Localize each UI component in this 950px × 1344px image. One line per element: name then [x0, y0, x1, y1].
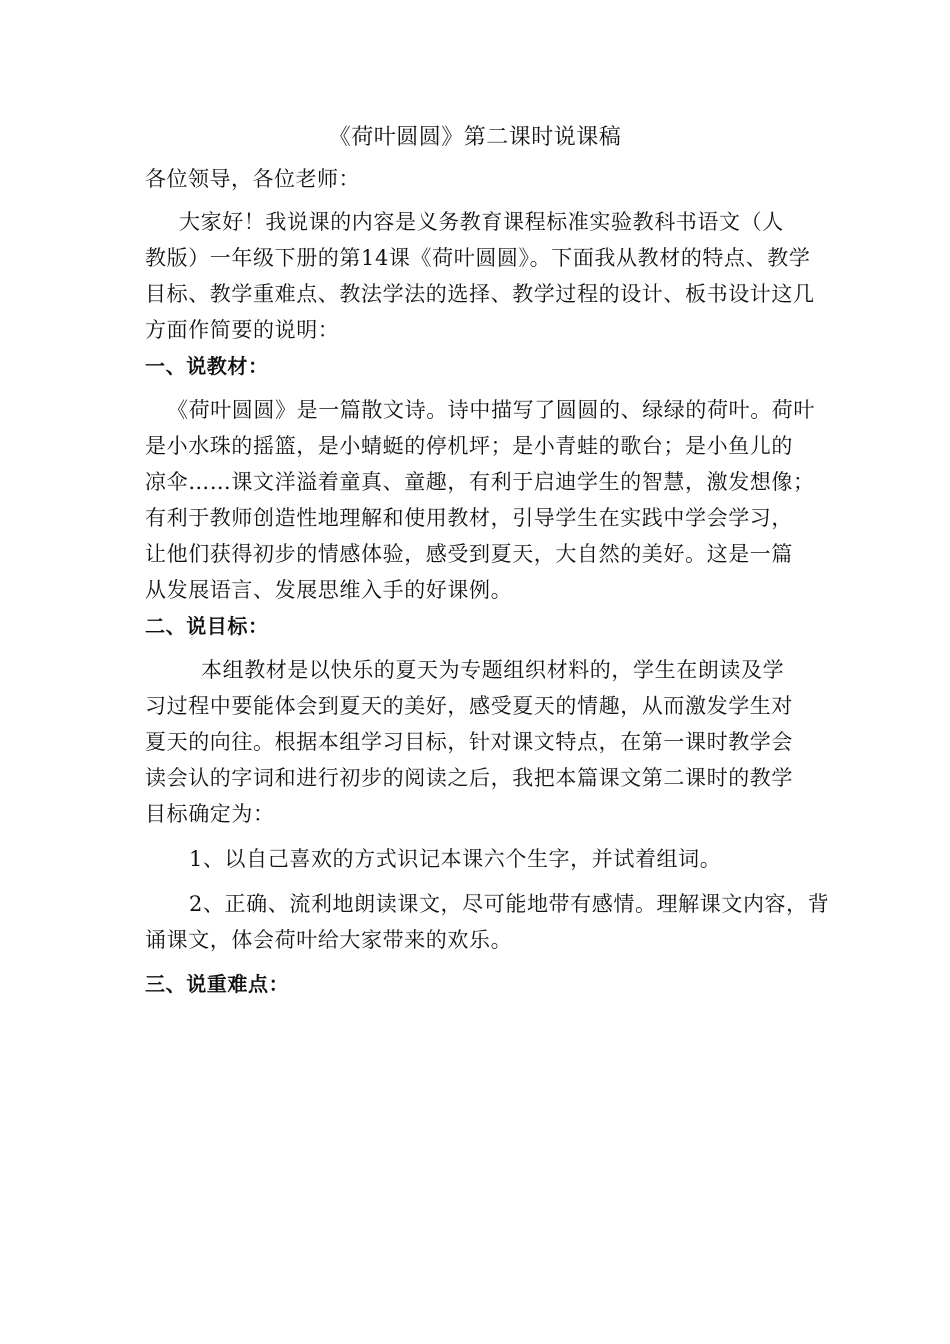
paragraph-line: 习过程中要能体会到夏天的美好，感受夏天的情趣，从而激发学生对: [145, 694, 793, 718]
paragraph-line: 大家好！我说课的内容是义务教育课程标准实验教科书语文（人: [179, 210, 784, 234]
paragraph-line: 目标确定为：: [145, 802, 275, 826]
paragraph-line: 读会认的字词和进行初步的阅读之后，我把本篇课文第二课时的教学: [145, 766, 793, 790]
section-heading-key-points: 三、说重难点：: [145, 972, 290, 996]
paragraph-line: 目标、教学重难点、教法学法的选择、教学过程的设计、板书设计这几: [145, 282, 815, 306]
intro-paragraph: [145, 204, 815, 348]
paragraph-line: 是小水珠的摇篮，是小蜻蜓的停机坪；是小青蛙的歌台；是小鱼儿的: [145, 434, 793, 458]
paragraph-line: 《荷叶圆圆》是一篇散文诗。诗中描写了圆圆的、绿绿的荷叶。荷叶: [167, 398, 815, 422]
paragraph-line: 从发展语言、发展思维入手的好课例。: [145, 578, 513, 602]
goals-paragraph: [145, 652, 815, 832]
textbook-paragraph: [145, 392, 815, 608]
goal-item-2: [145, 886, 830, 958]
paragraph-line: 2、正确、流利地朗读课文，尽可能地带有感情。理解课文内容，背: [189, 892, 830, 916]
paragraph-line: 有利于教师创造性地理解和使用教材，引导学生在实践中学会学习，: [145, 506, 793, 530]
section-heading-textbook: 一、说教材：: [145, 354, 269, 378]
paragraph-line: 让他们获得初步的情感体验，感受到夏天，大自然的美好。这是一篇: [145, 542, 793, 566]
paragraph-line: 方面作简要的说明：: [145, 318, 340, 342]
paragraph-line: 诵课文，体会荷叶给大家带来的欢乐。: [145, 928, 513, 952]
paragraph-line: 凉伞……课文洋溢着童真、童趣，有利于启迪学生的智慧，激发想像；: [145, 470, 815, 494]
paragraph-line: 本组教材是以快乐的夏天为专题组织材料的，学生在朗读及学: [201, 658, 785, 682]
document-body: [145, 162, 830, 1002]
greeting: 各位领导，各位老师：: [145, 167, 360, 191]
paragraph-line: 夏天的向往。根据本组学习目标，针对课文特点，在第一课时教学会: [145, 730, 793, 754]
paragraph-line: 教版）一年级下册的第14课《荷叶圆圆》。下面我从教材的特点、教学: [145, 246, 811, 270]
goal-item-1: 1、以自己喜欢的方式识记本课六个生字，并试着组词。: [189, 847, 722, 871]
document-title: 《荷叶圆圆》第二课时说课稿: [328, 125, 622, 150]
section-heading-goals: 二、说目标：: [145, 614, 269, 638]
